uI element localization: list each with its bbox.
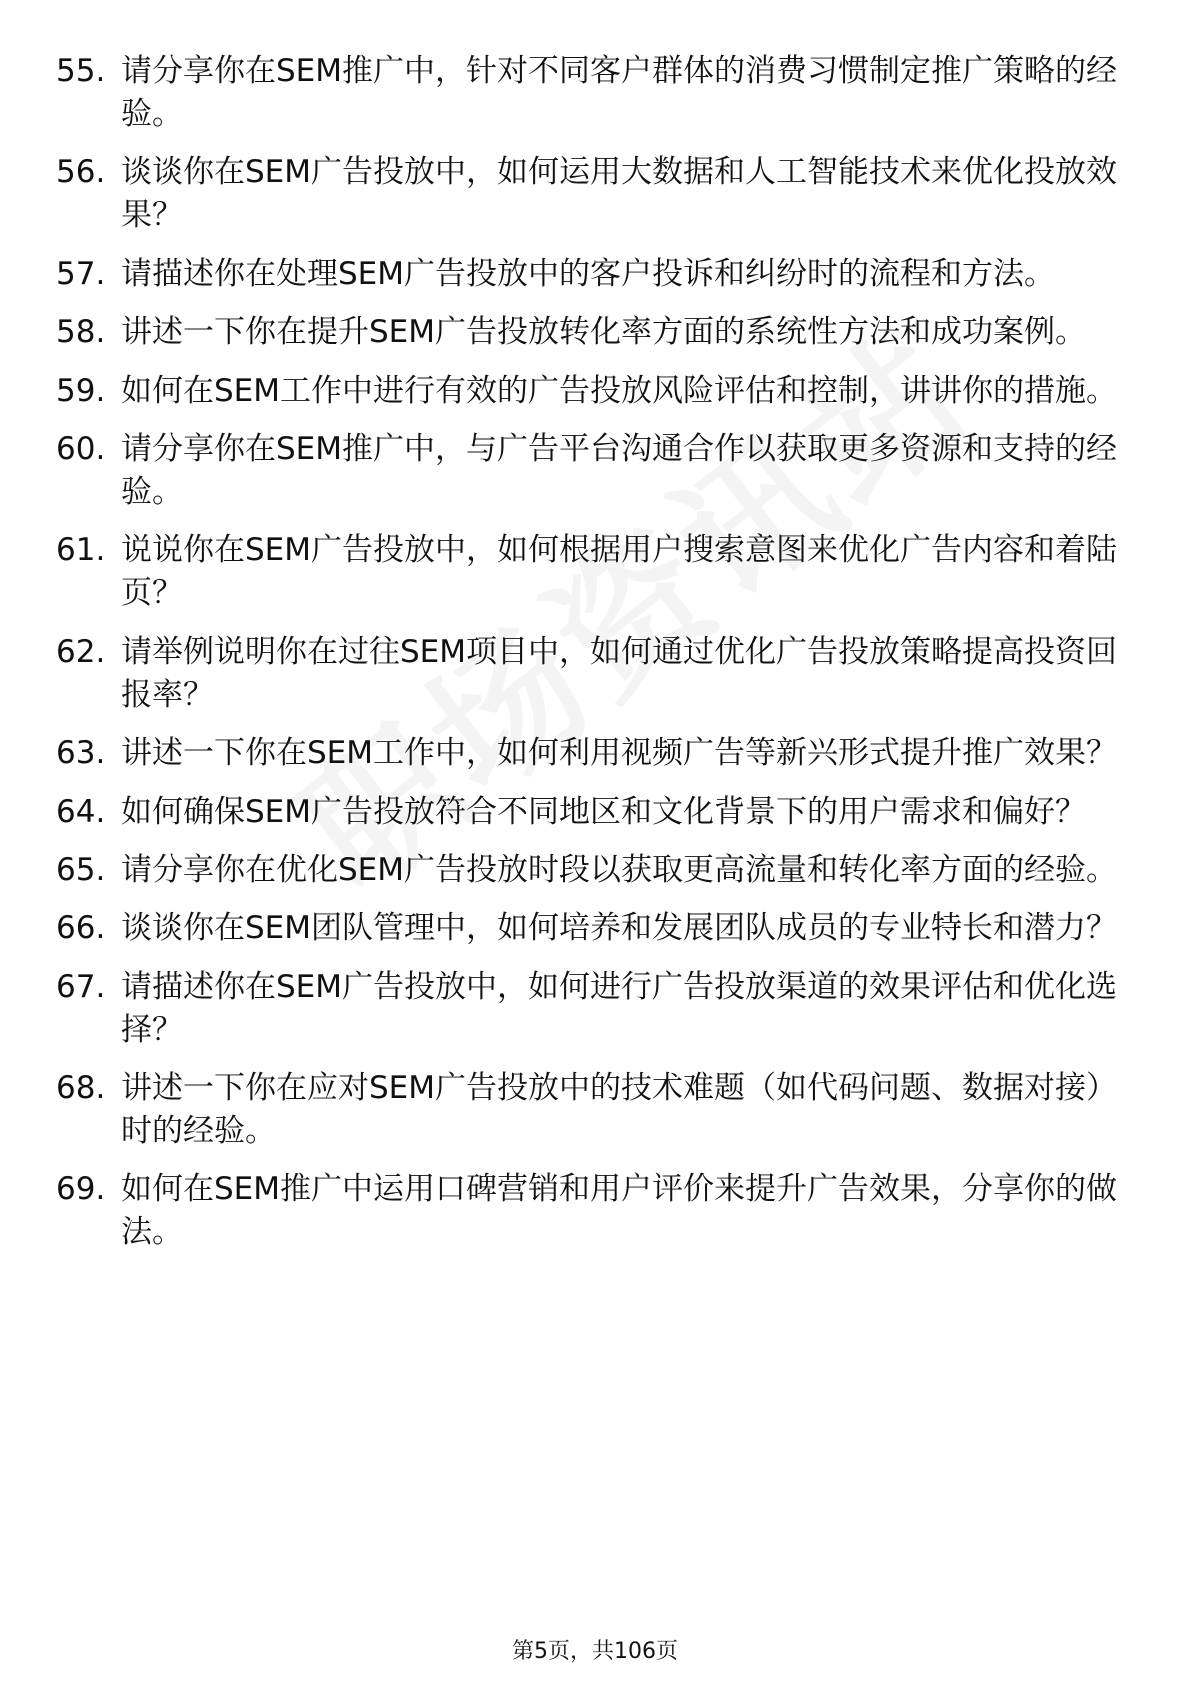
question-number: 66. (56, 910, 106, 947)
question-text: 请分享你在优化SEM广告投放时段以获取更高流量和转化率方面的经验。 (121, 851, 1118, 888)
question-text: 讲述一下你在SEM工作中，如何利用视频广告等新兴形式提升推广效果？ (121, 735, 1118, 772)
question-number: 60. (56, 430, 106, 467)
question-number: 62. (56, 633, 106, 670)
question-number: 56. (56, 154, 106, 191)
question-text: 请描述你在处理SEM广告投放中的客户投诉和纠纷时的流程和方法。 (121, 255, 1056, 292)
question-item (56, 1168, 1136, 1254)
question-text: 谈谈你在SEM团队管理中，如何培养和发展团队成员的专业特长和潜力？ (121, 910, 1118, 947)
question-text: 请分享你在SEM推广中，与广告平台沟通合作以获取更多资源和支持的经验。 (121, 430, 1118, 510)
question-item (56, 791, 1136, 834)
question-list (56, 50, 1136, 1270)
question-number: 63. (56, 735, 106, 772)
question-item (56, 966, 1136, 1052)
question-text: 请举例说明你在过往SEM项目中，如何通过优化广告投放策略提高投资回报率？ (121, 633, 1118, 713)
question-number: 68. (56, 1070, 106, 1107)
page-footer: 第5页，共106页 (512, 1639, 678, 1664)
question-number: 55. (56, 53, 106, 89)
question-text: 如何确保SEM广告投放符合不同地区和文化背景下的用户需求和偏好？ (121, 793, 1087, 830)
question-number: 58. (56, 314, 106, 351)
question-number: 61. (56, 532, 106, 569)
question-item (56, 50, 1136, 136)
question-number: 65. (56, 851, 106, 888)
question-text: 说说你在SEM广告投放中，如何根据用户搜索意图来优化广告内容和着陆页？ (121, 532, 1118, 612)
question-text: 请分享你在SEM推广中，针对不同客户群体的消费习惯制定推广策略的经验。 (121, 53, 1118, 132)
question-item (56, 529, 1136, 615)
question-text: 讲述一下你在提升SEM广告投放转化率方面的系统性方法和成功案例。 (121, 314, 1087, 351)
question-number: 57. (56, 255, 106, 292)
question-item (56, 1067, 1136, 1153)
question-text: 请描述你在SEM广告投放中，如何进行广告投放渠道的效果评估和优化选择？ (121, 968, 1118, 1048)
question-item (56, 428, 1136, 514)
question-number: 59. (56, 372, 106, 409)
question-text: 如何在SEM推广中运用口碑营销和用户评价来提升广告效果，分享你的做法。 (121, 1171, 1118, 1251)
question-item (56, 151, 1136, 237)
question-number: 64. (56, 793, 106, 830)
question-item (56, 849, 1136, 892)
question-item (56, 311, 1136, 354)
question-item (56, 253, 1136, 296)
question-item (56, 907, 1136, 950)
question-text: 如何在SEM工作中进行有效的广告投放风险评估和控制，讲讲你的措施。 (121, 372, 1118, 409)
question-text: 讲述一下你在应对SEM广告投放中的技术难题（如代码问题、数据对接）时的经验。 (121, 1070, 1118, 1150)
question-item (56, 732, 1136, 775)
question-text: 谈谈你在SEM广告投放中，如何运用大数据和人工智能技术来优化投放效果？ (121, 154, 1118, 234)
question-number: 67. (56, 968, 106, 1005)
question-item (56, 631, 1136, 717)
question-item (56, 370, 1136, 413)
question-number: 69. (56, 1171, 106, 1208)
